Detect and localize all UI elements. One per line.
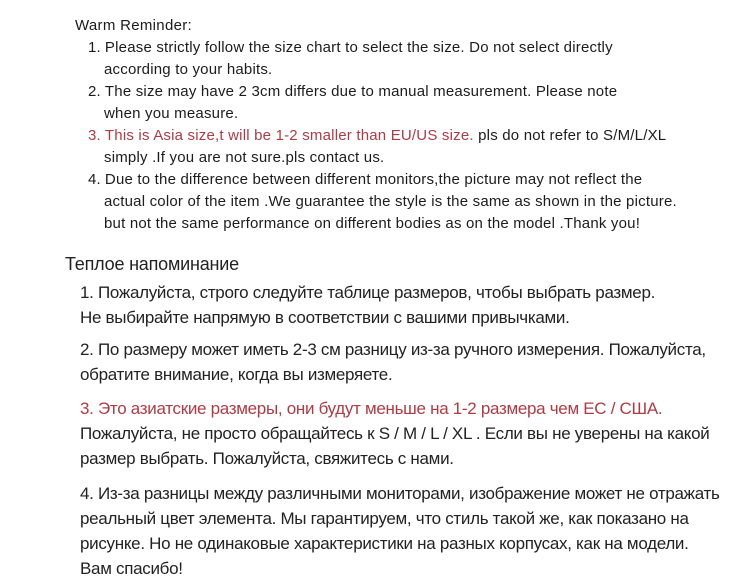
russian-para-3-line-3: размер выбрать. Пожалуйста, свяжитесь с нами. bbox=[80, 449, 454, 468]
english-item-1-line-2: according to your habits. bbox=[104, 61, 273, 78]
russian-para-3 bbox=[80, 396, 750, 471]
russian-para-2 bbox=[80, 337, 750, 387]
english-heading: Warm Reminder: bbox=[75, 17, 192, 34]
russian-para-2-line-1: 2. По размеру может иметь 2-3 см разницу из-за ручного измерения. Пожалуйста, bbox=[80, 340, 706, 359]
list-number: 2. bbox=[88, 83, 101, 100]
english-list bbox=[88, 37, 750, 235]
item-text: The size may have 2 3cm differs due to manual measurement. Please note bbox=[104, 83, 618, 100]
russian-para-4-line-4: Вам спасибо! bbox=[80, 559, 183, 578]
russian-para-4-line-1: 4. Из-за разницы между различными мониторами, изображение может не отражать bbox=[80, 484, 720, 503]
russian-heading: Теплое напоминание bbox=[65, 254, 239, 274]
list-number: 1. bbox=[88, 39, 101, 56]
item-text: Due to the difference between different monitors,the picture may not reflect the bbox=[104, 171, 643, 188]
russian-para-1-line-1: 1. Пожалуйста, строго следуйте таблице размеров, чтобы выбрать размер. bbox=[80, 283, 656, 302]
english-item-1 bbox=[88, 37, 750, 81]
english-item-4-line-3: but not the same performance on different bodies as on the model .Thank you! bbox=[104, 215, 641, 232]
russian-section bbox=[0, 252, 750, 581]
russian-para-4-line-2: реальный цвет элемента. Мы гарантируем, что стиль такой же, как показано на bbox=[80, 509, 689, 528]
item-text-red: This is Asia size,t will be 1-2 smaller than EU/US size. bbox=[104, 127, 474, 144]
english-item-2 bbox=[88, 81, 750, 125]
russian-para-3-line-2: Пожалуйста, не просто обращайтесь к S / M / L / XL . Если вы не уверены на какой bbox=[80, 424, 710, 443]
russian-para-4 bbox=[80, 481, 750, 581]
russian-para-2-line-2: обратите внимание, когда вы измеряете. bbox=[80, 365, 393, 384]
list-number: 4. bbox=[88, 171, 101, 188]
russian-para-3-red-line: 3. Это азиатские размеры, они будут меньше на 1-2 размера чем ЕС / США. bbox=[80, 399, 663, 418]
item-text: Please strictly follow the size chart to select the size. Do not select directly bbox=[104, 39, 613, 56]
english-item-4-line-1 bbox=[88, 169, 750, 191]
russian-para-1-line-2: Не выбирайте напрямую в соответствии с вашими привычками. bbox=[80, 308, 570, 327]
english-section bbox=[0, 15, 750, 235]
item-text: pls do not refer to S/M/L/XL bbox=[473, 127, 667, 144]
english-item-3-line-1 bbox=[88, 125, 750, 147]
english-item-4-line-2: actual color of the item .We guarantee the style is the same as shown in the picture. bbox=[104, 193, 677, 210]
english-item-1-line-1 bbox=[88, 37, 750, 59]
english-item-3-line-2: simply .If you are not sure.pls contact us. bbox=[104, 149, 385, 166]
list-number: 3. bbox=[88, 127, 101, 144]
english-item-4 bbox=[88, 169, 750, 235]
russian-para-1 bbox=[80, 280, 750, 330]
russian-para-4-line-3: рисунке. Но не одинаковые характеристики на разных корпусах, как на модели. bbox=[80, 534, 689, 553]
english-item-2-line-1 bbox=[88, 81, 750, 103]
english-item-2-line-2: when you measure. bbox=[104, 105, 239, 122]
english-item-3 bbox=[88, 125, 750, 169]
